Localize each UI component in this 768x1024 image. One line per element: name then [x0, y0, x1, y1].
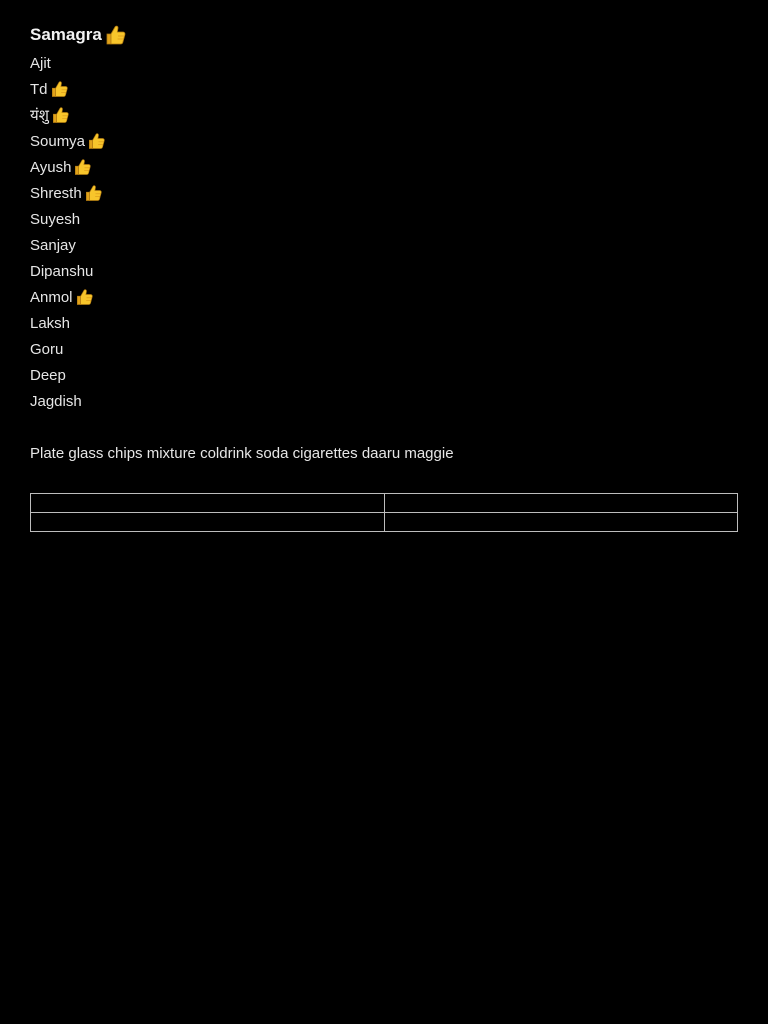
name-label: Anmol: [30, 288, 73, 306]
name-row[interactable]: [30, 102, 738, 128]
name-label: Shresth: [30, 184, 82, 202]
name-row[interactable]: [30, 258, 738, 284]
name-row[interactable]: [30, 128, 738, 154]
table-cell[interactable]: [384, 513, 738, 532]
thumbs-up-icon: [83, 183, 103, 203]
name-label: यंशु: [30, 107, 49, 124]
note-content[interactable]: [30, 20, 738, 466]
name-label: Soumya: [30, 132, 86, 150]
name-row[interactable]: [30, 206, 738, 232]
table-cell[interactable]: [31, 513, 385, 532]
name-list: [30, 50, 738, 414]
name-label: Td: [30, 80, 48, 98]
table-row: [31, 513, 738, 532]
name-row[interactable]: [30, 180, 738, 206]
thumbs-up-icon: [86, 131, 106, 151]
note-title: Samagra: [30, 25, 102, 44]
thumbs-up-icon: [72, 157, 92, 177]
name-label: Laksh: [30, 314, 71, 332]
name-label: Sanjay: [30, 236, 76, 254]
thumbs-up-icon: [50, 105, 70, 125]
blank-line: [30, 414, 738, 440]
table-row: [31, 494, 738, 513]
thumbs-up-icon: [74, 287, 94, 307]
note-title-row[interactable]: [30, 20, 738, 50]
name-label: Jagdish: [30, 392, 82, 410]
name-row[interactable]: [30, 154, 738, 180]
name-row[interactable]: [30, 232, 738, 258]
name-label: Suyesh: [30, 210, 81, 228]
name-label: Goru: [30, 340, 64, 358]
name-row[interactable]: [30, 50, 738, 76]
name-label: Dipanshu: [30, 262, 94, 280]
name-label: Ajit: [30, 54, 51, 72]
name-row[interactable]: [30, 76, 738, 102]
table-cell[interactable]: [31, 494, 385, 513]
thumbs-up-icon: [49, 79, 69, 99]
name-row[interactable]: [30, 362, 738, 388]
name-row[interactable]: [30, 284, 738, 310]
name-row[interactable]: [30, 310, 738, 336]
table-cell[interactable]: [384, 494, 738, 513]
note-table[interactable]: [30, 493, 738, 532]
name-row[interactable]: [30, 388, 738, 414]
thumbs-up-icon: [103, 23, 127, 47]
shopping-list-line[interactable]: Plate glass chips mixture coldrink soda cigarettes daaru maggie: [30, 444, 454, 462]
name-row[interactable]: [30, 336, 738, 362]
name-label: Deep: [30, 366, 66, 384]
name-label: Ayush: [30, 158, 72, 176]
